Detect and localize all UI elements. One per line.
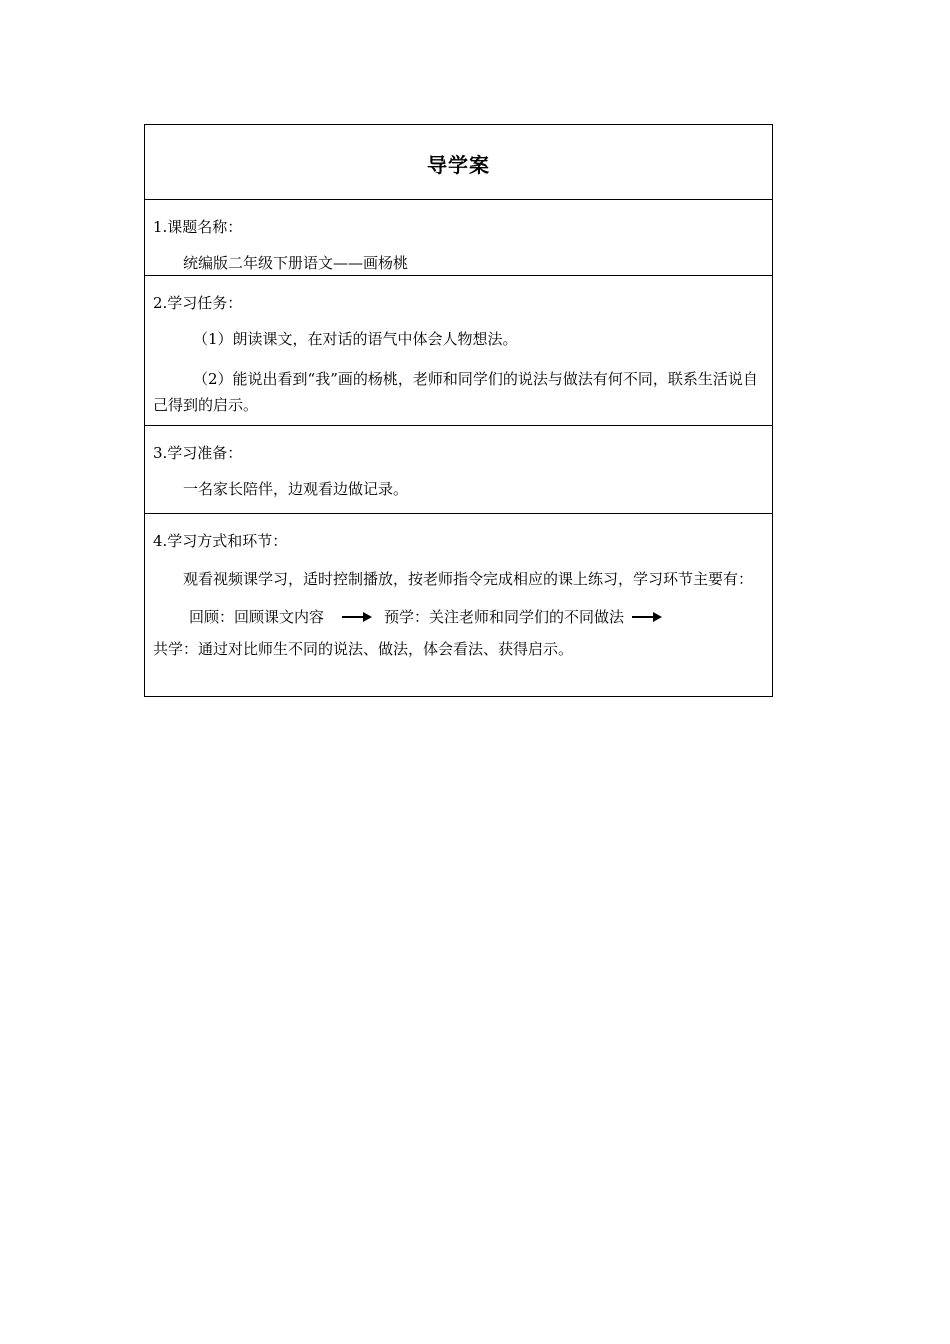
document-title: 导学案 [427, 152, 490, 177]
section-paragraph: （1）朗读课文，在对话的语气中体会人物想法。 [193, 330, 518, 348]
flow-step-preview: 预学：关注老师和同学们的不同做法 [384, 608, 625, 626]
flow-step-review: 回顾：回顾课文内容 [189, 608, 325, 626]
section-preparation [145, 426, 772, 514]
section-paragraph: 统编版二年级下册语文——画杨桃 [183, 254, 409, 272]
section-paragraph: （2）能说出看到“我”画的杨桃，老师和同学们的说法与做法有何不同，联系生活说自己得到的启示。 [153, 370, 758, 414]
section-heading: 1.课题名称： [153, 218, 243, 236]
title-row [145, 125, 772, 200]
section-paragraph: 一名家长陪伴，边观看边做记录。 [183, 480, 409, 498]
section-topic [145, 200, 772, 276]
section-heading: 3.学习准备： [153, 444, 243, 462]
lesson-plan-table [144, 124, 773, 697]
flow-step-colearn: 共学：通过对比师生不同的说法、做法，体会看法、获得启示。 [153, 640, 574, 658]
section-heading: 4.学习方式和环节： [153, 532, 288, 550]
flow-row [153, 606, 764, 628]
section-tasks [145, 276, 772, 426]
arrow-right-icon [632, 612, 662, 622]
section-paragraph: 观看视频课学习，适时控制播放，按老师指令完成相应的课上练习，学习环节主要有： [183, 570, 754, 588]
section-heading: 2.学习任务： [153, 294, 243, 312]
section-method [145, 514, 772, 696]
arrow-right-icon [342, 612, 372, 622]
